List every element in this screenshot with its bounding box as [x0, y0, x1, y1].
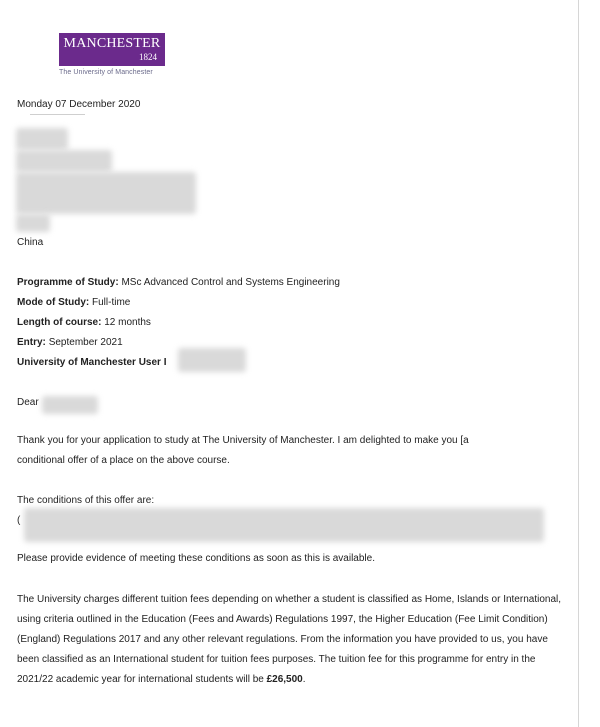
length-label: Length of course: — [17, 317, 102, 328]
programme-value: MSc Advanced Control and Systems Engineering — [121, 277, 340, 288]
date-divider — [30, 114, 85, 115]
intro-line-2: conditional offer of a place on the above course. — [17, 455, 230, 466]
redacted-conditions — [24, 508, 544, 542]
fees-text: The University charges different tuition fees depending on whether a student is classified as Home, Islands or International, using criteria outlined in the Education (Fees and Awards) Regulations 1997, the Higher Education (Fee Limit Condition) (England) Regulations 2017 and any other relevant regulations. From the information you have provided to us, you have been classified as an International student for tuition fees purposes. The tuition fee for this programme for entry in the 2021/22 academic year for international students will be — [17, 594, 562, 685]
fees-paragraph — [17, 590, 565, 690]
length-line — [17, 316, 151, 330]
salutation: Dear — [17, 397, 39, 408]
evidence-note: Please provide evidence of meeting these conditions as soon as this is available. — [17, 553, 375, 564]
intro-line-1: Thank you for your application to study at The University of Manchester. I am delighted to make you [a — [17, 435, 469, 446]
conditions-heading: The conditions of this offer are: — [17, 495, 155, 506]
address-country: China — [17, 237, 44, 248]
entry-label: Entry: — [17, 337, 46, 348]
programme-line — [17, 276, 340, 290]
mode-value: Full-time — [92, 297, 131, 308]
redacted-address-line-3 — [16, 172, 196, 214]
redacted-address-line-4 — [16, 214, 50, 232]
user-id-line — [17, 356, 167, 370]
length-value: 12 months — [104, 317, 151, 328]
redacted-address-line-1 — [16, 128, 68, 150]
entry-value: September 2021 — [48, 337, 123, 348]
letter-date: Monday 07 December 2020 — [17, 99, 141, 110]
redacted-recipient-name — [42, 396, 98, 414]
redacted-address-line-2 — [16, 150, 112, 172]
entry-line — [17, 336, 123, 350]
mode-label: Mode of Study: — [17, 297, 90, 308]
university-logo — [59, 33, 165, 66]
fee-end: . — [302, 674, 306, 685]
programme-label: Programme of Study: — [17, 277, 119, 288]
fee-amount: £26,500 — [266, 674, 303, 685]
user-id-label: University of Manchester User I — [17, 357, 167, 368]
redacted-user-id — [178, 348, 246, 372]
conditions-marker: ( — [17, 515, 21, 526]
logo-year: 1824 — [139, 52, 157, 62]
logo-subtitle: The University of Manchester — [59, 69, 153, 76]
mode-line — [17, 296, 130, 310]
logo-name: MANCHESTER — [63, 36, 161, 51]
